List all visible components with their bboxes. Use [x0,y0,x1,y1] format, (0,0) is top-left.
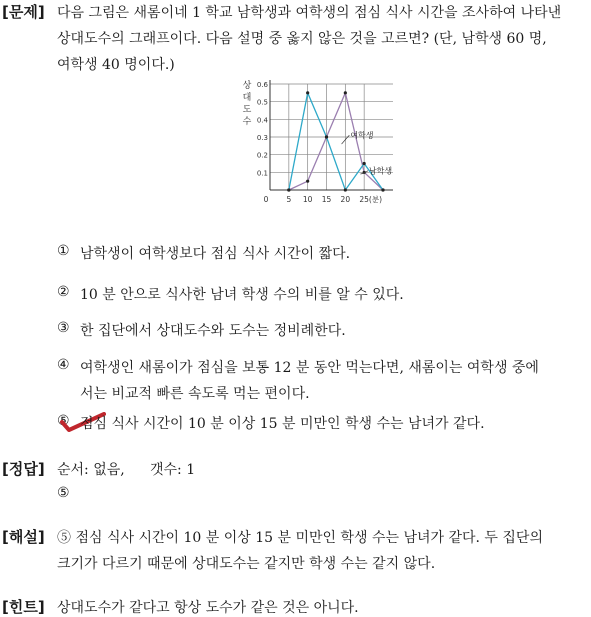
y-axis-label-char-3: 수 [242,117,252,127]
answer-value: ⑤ [57,485,70,501]
y-axis-label-char-2: 도 [242,105,252,115]
option-4-text-line-1: 여학생인 새롬이가 점심을 보통 12 분 동안 먹는다면, 새롬이는 여학생 중에 [80,360,539,376]
series-1-point-0 [287,188,290,191]
y-tick-label-2: 0.3 [256,134,268,142]
explanation-line-2: 크기가 다르기 때문에 상대도수는 같지만 학생 수는 같지 않다. [57,556,436,572]
series-1-point-4 [363,162,366,165]
question-line-1: 다음 그림은 새롬이네 1 학교 남학생과 여학생의 점심 식사 시간을 조사하여 나타낸 [57,5,562,21]
chart-labels [243,79,392,204]
x-tick-label-5: 25 [359,195,369,204]
question-line-2: 상대도수의 그래프이다. 다음 설명 중 옳지 않은 것을 고르면? (단, 남학생 60 명, [57,31,547,47]
chart-series [287,91,384,191]
answer-label: [정답] [2,460,45,478]
y-tick-label-0: 0.1 [256,169,268,178]
answer-order: 순서: 없음, [57,462,125,478]
y-tick-label-3: 0.4 [256,116,268,125]
option-3-text: 한 집단에서 상대도수와 도수는 정비례한다. [80,323,346,339]
x-tick-label-1: 5 [286,195,292,204]
option-1-number: ① [57,243,70,259]
option-4-text-line-2: 서는 비교적 빠른 속도록 먹는 편이다. [80,386,310,402]
explanation-label: [해설] [2,528,45,546]
option-2-text: 10 분 안으로 식사한 남녀 학생 수의 비를 알 수 있다. [80,287,404,303]
relative-frequency-chart [235,74,415,210]
option-1-text: 남학생이 여학생보다 점심 식사 시간이 짧다. [80,246,351,262]
y-tick-label-5: 0.6 [256,81,268,89]
series-label-0: 여학생 [350,131,374,141]
option-4-number: ④ [57,357,70,373]
explanation-line-1: ⑤ 점심 식사 시간이 10 분 이상 15 분 미만인 학생 수는 남녀가 같다. 두 집단의 [57,530,543,546]
series-1-point-1 [306,91,309,94]
question-label: [문제] [2,3,45,21]
series-1-point-5 [381,188,384,191]
option-2-number: ② [57,284,70,300]
question-line-3: 여학생 40 명이다.) [57,57,175,73]
hint-text: 상대도수가 같다고 항상 도수가 같은 것은 아니다. [57,600,359,616]
x-tick-label-3: 15 [321,195,332,204]
series-0-point-1 [306,180,309,183]
x-tick-label-4: 20 [340,195,351,204]
x-axis-unit: (분) [368,195,383,204]
x-tick-label-2: 10 [302,195,313,204]
option-3-number: ③ [57,320,70,336]
series-label-1: 남학생 [368,166,393,176]
y-tick-label-1: 0.2 [256,151,268,160]
series-1-point-2 [325,135,328,138]
series-0-point-3 [344,91,347,94]
hint-label: [힌트] [2,598,45,616]
answer-count: 갯수: 1 [150,462,196,478]
series-1-point-3 [344,188,347,191]
y-tick-label-4: 0.5 [256,98,268,107]
x-tick-label-0: 0 [263,195,269,204]
y-axis-label-char-0: 상 [242,81,252,91]
option-5-text: 점심 식사 시간이 10 분 이상 15 분 미만인 학생 수는 남녀가 같다. [80,416,485,432]
option-5-number: ⑤ [57,413,70,429]
y-axis-label-char-1: 대 [242,93,252,103]
